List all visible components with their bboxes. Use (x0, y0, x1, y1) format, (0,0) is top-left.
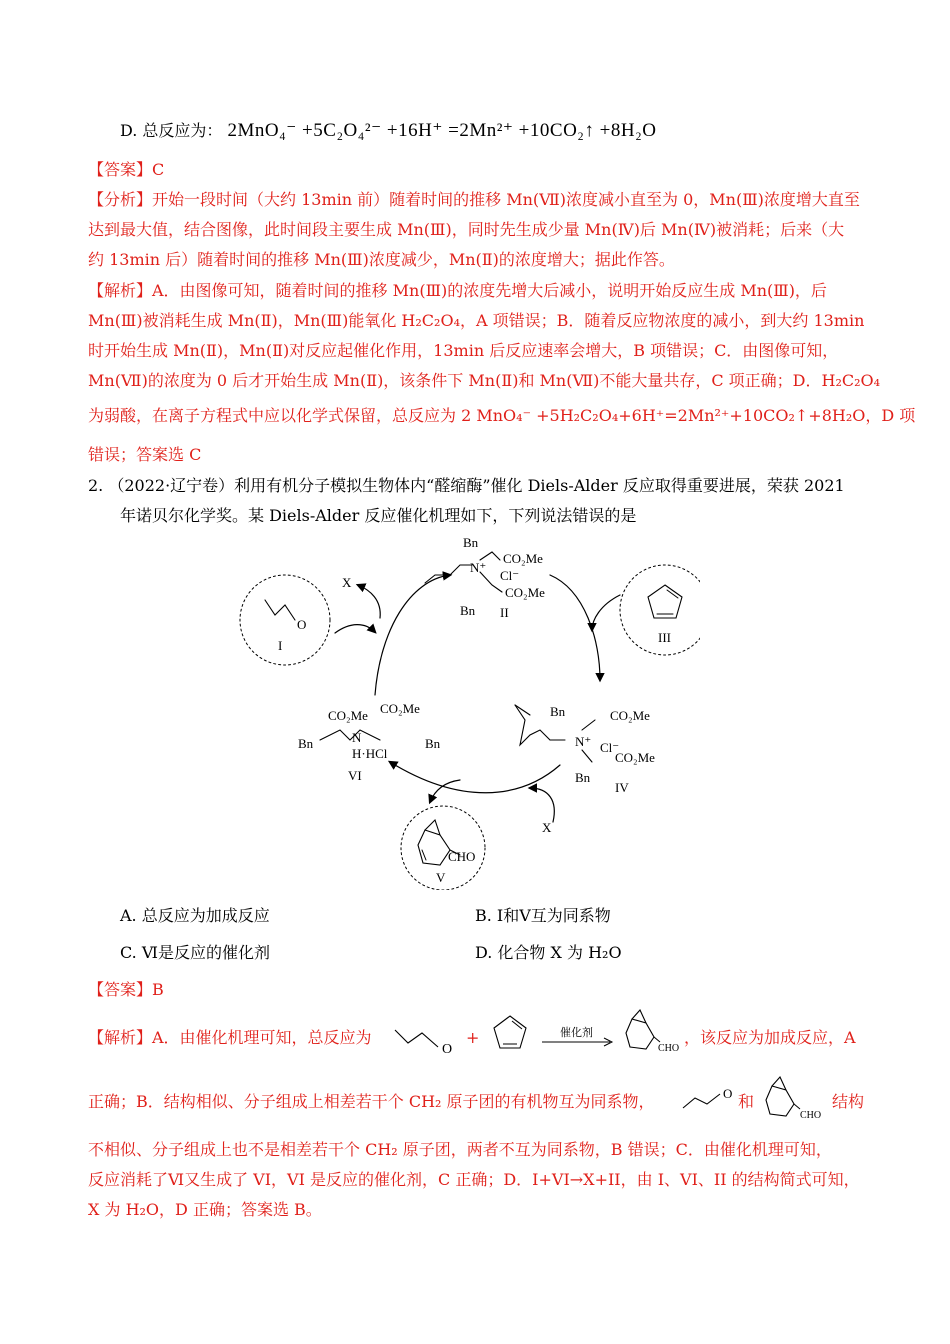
compound-iv-co2me-bottom: CO₂Me (615, 750, 655, 765)
compound-v-cho: CHO (448, 849, 476, 864)
compound-ii-bn-top: Bn (463, 535, 479, 550)
compound-i-o: O (297, 617, 307, 632)
compound-iv-bn-top: Bn (550, 704, 566, 719)
q2-option-c: C. Ⅵ是反应的催化剂 (120, 943, 270, 962)
compound-iv-bn-bottom: Bn (575, 770, 591, 785)
x-top-label: X (342, 575, 352, 590)
compound-ii (425, 535, 545, 620)
arrow-iii-in (592, 595, 620, 630)
compound-vi-co2me-left: CO₂Me (328, 708, 368, 723)
q2-explanation-line-2a: 正确；B．结构相似、分子组成上相差若干个 CH₂ 原子团的有机物互为同系物， (88, 1092, 655, 1111)
catalyst-label: 催化剂 (560, 1026, 593, 1039)
acrolein-2-o: O (723, 1086, 733, 1101)
plus-sign: + (466, 1028, 480, 1047)
catalyst-arrow (540, 1020, 615, 1050)
compound-vi-co2me-right: CO₂Me (380, 701, 420, 716)
compound-ii-cl: Cl⁻ (500, 568, 520, 583)
q1-explanation-line-6: 错误；答案选 C (88, 445, 202, 464)
q1-option-d-label: D. 总反应为： (120, 121, 223, 140)
product-v-structure-2 (758, 1072, 833, 1122)
compound-ii-co2me-bottom: CO₂Me (505, 585, 545, 600)
compound-ii-label: II (500, 605, 509, 620)
q2-explanation-line-1b: ，该反应为加成反应，A (684, 1028, 856, 1047)
compound-vi-bn-right: Bn (425, 736, 441, 751)
arrow-x-in (530, 788, 554, 822)
q1-explanation-line-4: Mn(Ⅶ)的浓度为 0 后才开始生成 Mn(Ⅱ)，该条件下 Mn(Ⅱ)和 Mn(Ⅶ)不能大量共存，C 项正确；D．H₂C₂O₄ (88, 371, 881, 390)
q1-answer: 【答案】C (88, 160, 165, 179)
arrow-x-out (358, 585, 380, 618)
compound-iii-ring (648, 585, 682, 618)
compound-iv-label: IV (615, 780, 629, 795)
compound-i-circle (240, 575, 330, 665)
arrow-i-in (335, 625, 375, 633)
compound-iii-label: III (658, 630, 671, 645)
x-bottom-label: X (542, 820, 552, 835)
q1-option-d-equation: 2MnO₄⁻ +5C₂O₄²⁻ +16H⁺ =2Mn²⁺ +10CO₂↑ +8H₂O (227, 120, 657, 141)
compound-vi-label: VI (348, 768, 362, 783)
compound-ii-co2me-top: CO₂Me (503, 551, 543, 566)
compound-ii-nplus: N⁺ (470, 560, 487, 575)
acrolein-structure-2 (680, 1080, 740, 1115)
product-v-cho: CHO (658, 1043, 680, 1054)
mechanism-diagram (230, 530, 700, 890)
q2-explanation-line-2b: 结构 (832, 1092, 865, 1111)
and-text: 和 (738, 1092, 755, 1111)
q1-analysis-line-3: 约 13min 后）随着时间的推移 Mn(Ⅲ)浓度减少，Mn(Ⅱ)的浓度增大；据此作答。 (88, 250, 675, 269)
compound-i-label: I (278, 638, 283, 653)
q2-answer: 【答案】B (88, 980, 164, 999)
q1-analysis-line-1: 【分析】开始一段时间（大约 13min 前）随着时间的推移 Mn(Ⅶ)浓度减小直至为 0，Mn(Ⅲ)浓度增大直至 (88, 190, 860, 209)
compound-vi-bn-left: Bn (298, 736, 314, 751)
q2-explanation-line-3: 不相似、分子组成上也不是相差若干个 CH₂ 原子团，两者不互为同系物，B 错误；C．由催化机理可知， (88, 1140, 832, 1159)
q2-stem-line-1: 2. （2022·辽宁卷）利用有机分子模拟生物体内“醛缩酶”催化 Diels-Alder 反应取得重要进展，荣获 2021 (88, 476, 845, 495)
q2-explanation-line-4: 反应消耗了Ⅵ又生成了 VI，VI 是反应的催化剂，C 正确；D．I+VI→X+II，由 I、VI、II 的结构简式可知， (88, 1170, 860, 1189)
q2-option-b: B. Ⅰ和Ⅴ互为同系物 (475, 906, 611, 925)
compound-iv-co2me-top: CO₂Me (610, 708, 650, 723)
q2-stem-line-2: 年诺贝尔化学奖。某 Diels-Alder 反应催化机理如下，下列说法错误的是 (120, 506, 637, 525)
q1-analysis-line-2: 达到最大值，结合图像，此时间段主要生成 Mn(Ⅲ)，同时先生成少量 Mn(Ⅳ)后 Mn(Ⅳ)被消耗；后来（大 (88, 220, 845, 239)
product-v-structure (618, 1005, 688, 1055)
compound-vi (298, 701, 441, 783)
compound-ii-bn-bottom: Bn (460, 603, 476, 618)
compound-iv-cl: Cl⁻ (600, 740, 620, 755)
q1-explanation-line-3: 时开始生成 Mn(Ⅱ)，Mn(Ⅱ)对反应起催化作用，13min 后反应速率会增大，B 项错误；C．由图像可知， (88, 341, 839, 360)
compound-iv-nplus: N⁺ (575, 734, 592, 749)
q1-explanation-line-1: 【解析】A．由图像可知，随着时间的推移 Mn(Ⅲ)的浓度先增大后减小，说明开始反应生成 Mn(Ⅲ)，后 (88, 281, 827, 300)
q1-option-d (120, 121, 656, 141)
compound-v-label: V (436, 870, 446, 885)
q1-explanation-line-2: Mn(Ⅲ)被消耗生成 Mn(Ⅱ)，Mn(Ⅲ)能氧化 H₂C₂O₄，A 项错误；B．随着反应物浓度的减小，到大约 13min (88, 311, 865, 330)
q2-explanation-line-1a: 【解析】A．由催化机理可知，总反应为 (88, 1028, 372, 1047)
q2-explanation-line-5: X 为 H₂O，D 正确；答案选 B。 (88, 1200, 322, 1219)
acrolein-o: O (442, 1042, 453, 1055)
cyclopentadiene-structure (488, 1010, 533, 1055)
product-v-2-cho: CHO (800, 1110, 822, 1121)
compound-v-ring (418, 830, 450, 865)
q1-explanation-line-5: 为弱酸，在离子方程式中应以化学式保留，总反应为 2 MnO₄⁻ +5H₂C₂O₄+6H⁺=2Mn²⁺+10CO₂↑+8H₂O，D 项 (88, 406, 916, 425)
q2-option-d: D. 化合物 X 为 H₂O (475, 943, 622, 962)
compound-vi-n: N (352, 730, 362, 745)
q2-option-a: A. 总反应为加成反应 (120, 906, 270, 925)
cycle-arrow-vi-to-ii (375, 575, 450, 695)
compound-vi-hcl: H·HCl (352, 746, 388, 761)
compound-i-structure (265, 600, 295, 620)
